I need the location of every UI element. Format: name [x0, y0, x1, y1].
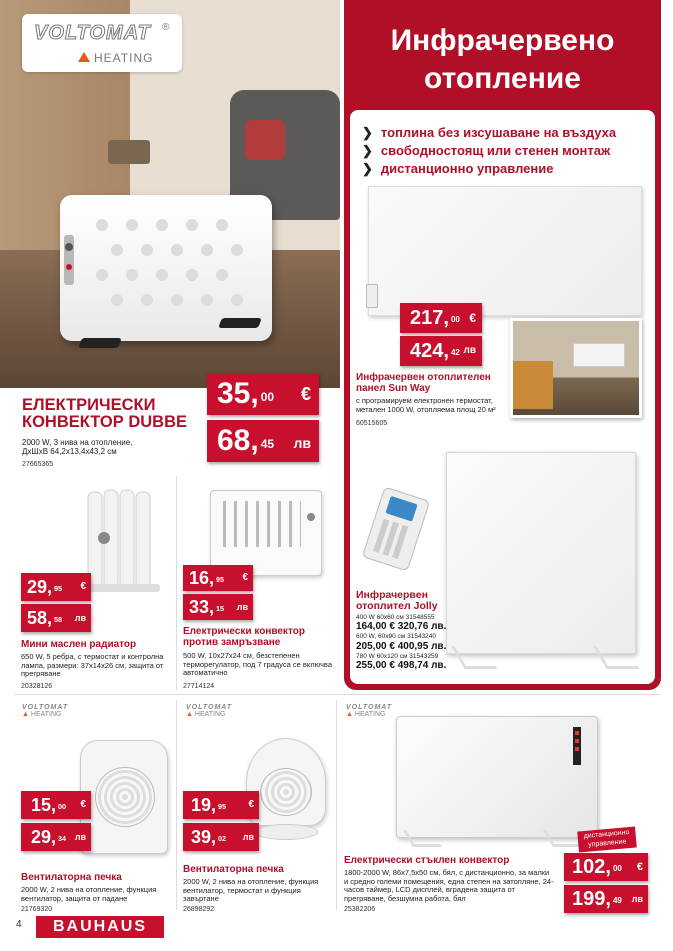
hero-code: 27665365 [22, 461, 54, 468]
hero-title [22, 397, 187, 432]
frost-desc: 500 W, 10x27x24 см, безстепенен терморегулатор, под 7 градуса се включва автоматично [183, 651, 333, 678]
hero-title-line1: ЕЛЕКТРИЧЕСКИ [22, 396, 156, 414]
infrared-bullets [362, 124, 616, 178]
price-cents: 15 [216, 603, 225, 613]
glass-price-eur [564, 853, 648, 881]
currency: лв [631, 894, 643, 904]
fan2-price-eur [183, 791, 259, 819]
fan2-title: Вентилаторна печка [183, 864, 284, 875]
currency: € [300, 384, 311, 404]
fan1-title: Вентилаторна печка [21, 872, 122, 883]
glass-desc: 1800-2000 W, 86x7,5x50 см, бял, с дистанционно, за малки и средно големи помещения, една степен на затопляне, 24-часов таймер, LCD дисплей, вградена защита от прегряване, безшумна работа, бял [344, 868, 554, 903]
brand-name: VOLTOMAT [22, 704, 69, 711]
radiator-title: Мини маслен радиатор [21, 639, 137, 650]
brand-sub: HEATING [194, 711, 226, 718]
brand-sub: HEATING [30, 711, 62, 718]
brand-sub: HEATING [94, 51, 154, 65]
currency: лв [463, 345, 476, 356]
frost-title-line2: против замръзване [183, 636, 281, 648]
glass-convector-image [396, 716, 598, 838]
fan1-desc: 2000 W, 2 нива на отопление, функция вентилатор, защита от падане [21, 885, 157, 903]
heating-triangle-icon: ▲ [186, 711, 193, 718]
voltomat-logo-small [346, 704, 392, 718]
brand-name: VOLTOMAT [186, 704, 233, 711]
price-main: 35, [217, 377, 259, 410]
fan1-code: 21769320 [21, 906, 53, 913]
price-cents: 00 [260, 390, 275, 404]
currency: лв [293, 435, 311, 451]
badge-line2: управление [587, 838, 627, 849]
fan-heater-image [80, 740, 168, 854]
price-main: 16, [189, 568, 215, 588]
sunway-title-line1: Инфрачервен отоплителен [356, 372, 491, 383]
sunway-price-bgn [400, 336, 482, 366]
sunway-price-eur [400, 303, 482, 333]
price-main: 58, [27, 608, 53, 628]
voltomat-logo-small [22, 704, 68, 718]
bullet-text: дистанционно управление [380, 161, 554, 176]
currency: € [636, 861, 643, 873]
chevron-right-icon: ❯ [362, 161, 373, 176]
infrared-title-line2: отопление [424, 62, 581, 95]
frost-code: 27714124 [183, 683, 215, 690]
currency: € [80, 799, 86, 810]
bauhaus-logo [36, 916, 164, 938]
price-main: 199, [572, 888, 611, 910]
frost-title [183, 627, 305, 648]
brand-name: VOLTOMAT [346, 704, 393, 711]
jolly-title-line2: отоплител Jolly [356, 600, 438, 613]
variant-spec: 400 W 60x60 см [356, 614, 404, 621]
currency: лв [74, 832, 86, 842]
jolly-variant [356, 614, 446, 633]
currency: € [242, 572, 248, 583]
variant-spec: 780 W 60x120 см [356, 652, 408, 660]
store-name: BAUHAUS [53, 918, 147, 935]
brand-sub: HEATING [354, 711, 386, 718]
badge-line1: дистанционно [583, 829, 630, 841]
brand-name: VOLTOMAT [34, 22, 151, 44]
glass-title: Електрически стъклен конвектор [344, 855, 510, 866]
currency: € [469, 311, 476, 325]
currency: € [80, 581, 86, 592]
sunway-title-line2: панел Sun Way [356, 382, 431, 394]
fan2-desc: 2000 W, 2 нива на отопление, функция вентилатор, термостат и функция завъртане [183, 877, 319, 904]
jolly-variant [356, 633, 446, 652]
price-cents: 42 [450, 348, 460, 357]
price-cents: 45 [260, 437, 275, 451]
remote-badge [577, 827, 637, 853]
price-cents: 02 [218, 833, 227, 843]
oil-radiator-image [82, 486, 160, 598]
voltomat-logo [22, 14, 182, 72]
sunway-panel-image [368, 186, 642, 316]
jolly-title-line1: Инфрачервен [356, 589, 428, 601]
bullet-item [362, 142, 616, 160]
frost-price-eur [183, 565, 253, 591]
radiator-desc: 650 W, 5 ребра, с термостат и контролна лампа, размери: 37x14x26 см, защита от прегряване [21, 652, 164, 679]
price-main: 33, [189, 597, 215, 617]
hero-title-line2: КОНВЕКТОР DUBBE [22, 413, 187, 432]
price-main: 217, [410, 307, 449, 329]
price-cents: 95 [54, 583, 63, 593]
room-photo [510, 318, 642, 418]
hero-desc: 2000 W, 3 нива на отопление, ДхШхВ 64,2x13,4x43,2 см [22, 438, 133, 457]
currency: лв [242, 832, 254, 842]
bullet-text: топлина без изсушаване на въздуха [380, 125, 617, 140]
voltomat-logo-small [186, 704, 232, 718]
sunway-desc: с програмируем електронен термостат, метален 1000 W, отопляема площ 20 м² [356, 396, 496, 414]
price-cents: 95 [218, 801, 227, 811]
variant-price: 205,00 € 400,95 лв. [356, 640, 447, 652]
frost-price-bgn [183, 594, 253, 620]
chevron-right-icon: ❯ [362, 143, 373, 158]
heating-triangle-icon: ▲ [346, 711, 353, 718]
hero-price-eur [207, 373, 319, 415]
sunway-code: 60515605 [356, 420, 388, 427]
price-main: 68, [217, 424, 259, 457]
frost-title-line1: Електрически конвектор [183, 626, 305, 637]
chevron-right-icon: ❯ [362, 125, 373, 140]
price-cents: 00 [58, 801, 67, 811]
infrared-title-line1: Инфрачервено [390, 24, 615, 57]
brand-reg: ® [162, 22, 170, 33]
sunway-title [356, 373, 491, 394]
price-cents: 00 [450, 315, 460, 324]
price-cents: 49 [612, 896, 622, 905]
currency: лв [74, 613, 86, 623]
price-main: 29, [27, 577, 53, 597]
frost-convector-image [210, 490, 322, 576]
variant-code: 31543240 [407, 633, 437, 641]
infrared-title [350, 22, 655, 98]
jolly-title [356, 590, 438, 612]
radiator-code: 20328126 [21, 683, 53, 690]
variant-spec: 600 W, 60x90 см [356, 633, 406, 641]
bullet-text: свободностоящ или стенен монтаж [380, 143, 611, 158]
page-number: 4 [16, 919, 22, 930]
price-cents: 34 [58, 833, 67, 843]
price-main: 102, [572, 856, 611, 878]
currency: € [248, 799, 254, 810]
jolly-panel-image [446, 452, 636, 654]
price-main: 29, [31, 827, 57, 847]
fan1-price-eur [21, 791, 91, 819]
price-cents: 95 [216, 574, 225, 584]
fan1-price-bgn [21, 823, 91, 851]
currency: лв [236, 602, 248, 612]
heating-triangle-icon [78, 52, 90, 62]
price-cents: 00 [612, 864, 622, 873]
radiator-price-bgn [21, 604, 91, 632]
glass-price-bgn [564, 885, 648, 913]
bullet-item [362, 124, 616, 142]
jolly-variants [356, 614, 446, 672]
jolly-variant [356, 653, 446, 672]
fan2-price-bgn [183, 823, 259, 851]
price-main: 39, [191, 827, 217, 847]
price-cents: 58 [54, 614, 63, 624]
lcd-display [573, 727, 581, 765]
thermostat-icon [366, 284, 378, 308]
variant-code: 31543259 [409, 652, 439, 660]
variant-price: 255,00 € 498,74 лв. [356, 660, 447, 672]
fan2-code: 26898292 [183, 906, 215, 913]
price-main: 424, [410, 340, 449, 362]
heating-triangle-icon: ▲ [22, 711, 29, 718]
price-main: 15, [31, 795, 57, 815]
glass-code: 25382206 [344, 906, 376, 913]
radiator-price-eur [21, 573, 91, 601]
variant-price: 164,00 € 320,76 лв. [356, 621, 447, 633]
price-main: 19, [191, 795, 217, 815]
bullet-item [362, 160, 616, 178]
variant-code: 31548555 [405, 614, 435, 621]
hero-price-bgn [207, 420, 319, 462]
